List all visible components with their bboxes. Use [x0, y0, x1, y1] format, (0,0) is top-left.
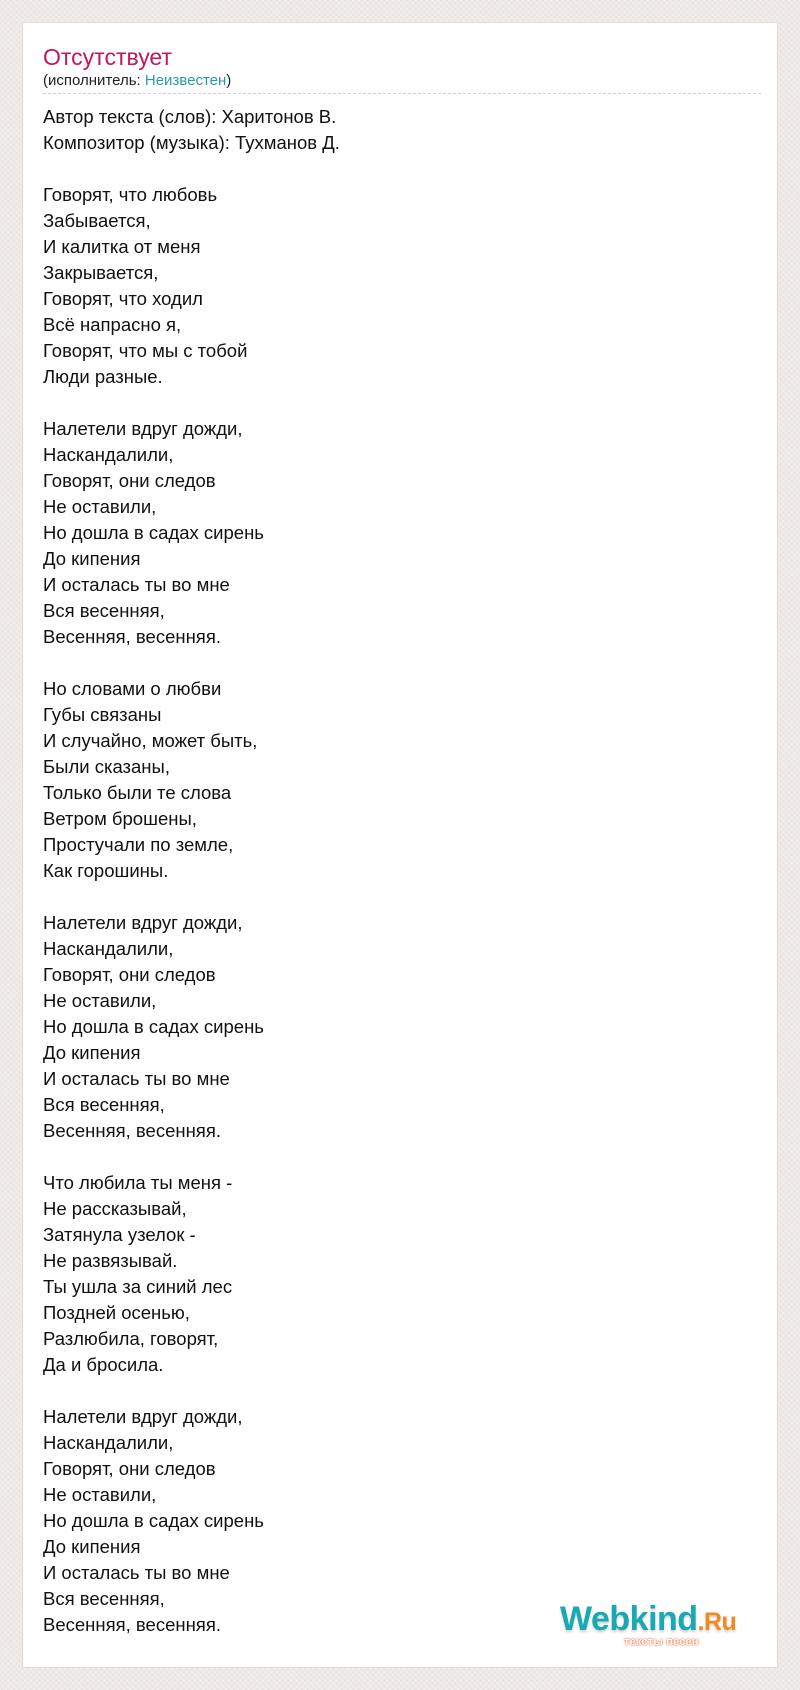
lyrics-line: Говорят, что ходил	[43, 288, 203, 309]
lyrics-line: Только были те слова	[43, 782, 232, 803]
lyrics-line: Не оставили,	[43, 496, 157, 517]
lyrics-line: Не развязывай.	[43, 1250, 178, 1271]
lyrics-line: Но дошла в садах сирень	[43, 1510, 264, 1531]
logo-wordmark	[560, 1600, 736, 1641]
lyrics-line: Говорят, они следов	[43, 470, 216, 491]
lyrics-line: До кипения	[43, 1536, 141, 1557]
lyrics-line: Налетели вдруг дожди,	[43, 418, 243, 439]
lyrics-line: Простучали по земле,	[43, 834, 234, 855]
lyrics-line: Композитор (музыка): Тухманов Д.	[43, 132, 340, 153]
lyrics-line: Люди разные.	[43, 366, 163, 387]
lyrics-line: Наскандалили,	[43, 1432, 174, 1453]
lyrics-line: И осталась ты во мне	[43, 1562, 230, 1583]
lyrics-blank-line	[43, 1378, 340, 1404]
lyrics-line: Не рассказывай,	[43, 1198, 187, 1219]
lyrics-line: Наскандалили,	[43, 444, 174, 465]
lyrics-line: Говорят, что любовь	[43, 184, 218, 205]
lyrics-line: Вся весенняя,	[43, 600, 165, 621]
lyrics-line: Налетели вдруг дожди,	[43, 912, 243, 933]
webkind-logo[interactable]	[560, 1600, 750, 1650]
performer-line	[43, 72, 231, 90]
lyrics-line: Затянула узелок -	[43, 1224, 196, 1245]
lyrics-line: Закрывается,	[43, 262, 159, 283]
performer-suffix: )	[226, 72, 232, 89]
lyrics-line: Весенняя, весенняя.	[43, 626, 221, 647]
lyrics-line: Вся весенняя,	[43, 1094, 165, 1115]
lyrics-line: И случайно, может быть,	[43, 730, 258, 751]
lyrics-line: Налетели вдруг дожди,	[43, 1406, 243, 1427]
lyrics-line: Как горошины.	[43, 860, 169, 881]
lyrics-line: Автор текста (слов): Харитонов В.	[43, 106, 337, 127]
lyrics-line: Не оставили,	[43, 1484, 157, 1505]
logo-tagline: тексты песен	[624, 1636, 699, 1648]
lyrics-line: Говорят, они следов	[43, 964, 216, 985]
performer-prefix: (исполнитель:	[43, 72, 145, 89]
lyrics-blank-line	[43, 1144, 340, 1170]
lyrics-line: Ветром брошены,	[43, 808, 197, 829]
lyrics-blank-line	[43, 390, 340, 416]
lyrics-line: До кипения	[43, 1042, 141, 1063]
lyrics-line: Ты ушла за синий лес	[43, 1276, 233, 1297]
logo-tld: .Ru	[697, 1608, 737, 1636]
song-title: Отсутствует	[43, 44, 172, 70]
lyrics-line: Говорят, что мы с тобой	[43, 340, 248, 361]
lyrics-line: Были сказаны,	[43, 756, 170, 777]
lyrics-line: Не оставили,	[43, 990, 157, 1011]
lyrics-line: Что любила ты меня -	[43, 1172, 233, 1193]
lyrics-blank-line	[43, 156, 340, 182]
lyrics-line: Весенняя, весенняя.	[43, 1120, 221, 1141]
performer-link[interactable]: Неизвестен	[144, 72, 227, 89]
lyrics-blank-line	[43, 884, 340, 910]
lyrics-line: До кипения	[43, 548, 141, 569]
lyrics-line: Но дошла в садах сирень	[43, 1016, 264, 1037]
lyrics-line: Забывается,	[43, 210, 151, 231]
lyrics-line: Но словами о любви	[43, 678, 222, 699]
lyrics-line: И осталась ты во мне	[43, 574, 230, 595]
lyrics-line: Вся весенняя,	[43, 1588, 165, 1609]
lyrics-line: Весенняя, весенняя.	[43, 1614, 221, 1635]
lyrics-line: Губы связаны	[43, 704, 162, 725]
title-divider	[43, 93, 761, 94]
lyrics-line: Да и бросила.	[43, 1354, 164, 1375]
lyrics-line: Всё напрасно я,	[43, 314, 182, 335]
lyrics-line: И осталась ты во мне	[43, 1068, 230, 1089]
lyrics-line: Поздней осенью,	[43, 1302, 190, 1323]
lyrics-line: Но дошла в садах сирень	[43, 522, 264, 543]
lyrics-card	[22, 22, 778, 1668]
logo-brand: Webkind	[560, 1600, 698, 1638]
lyrics-line: Говорят, они следов	[43, 1458, 216, 1479]
lyrics-blank-line	[43, 650, 340, 676]
lyrics-text	[43, 104, 340, 1638]
lyrics-line: Разлюбила, говорят,	[43, 1328, 219, 1349]
lyrics-line: И калитка от меня	[43, 236, 201, 257]
lyrics-line: Наскандалили,	[43, 938, 174, 959]
